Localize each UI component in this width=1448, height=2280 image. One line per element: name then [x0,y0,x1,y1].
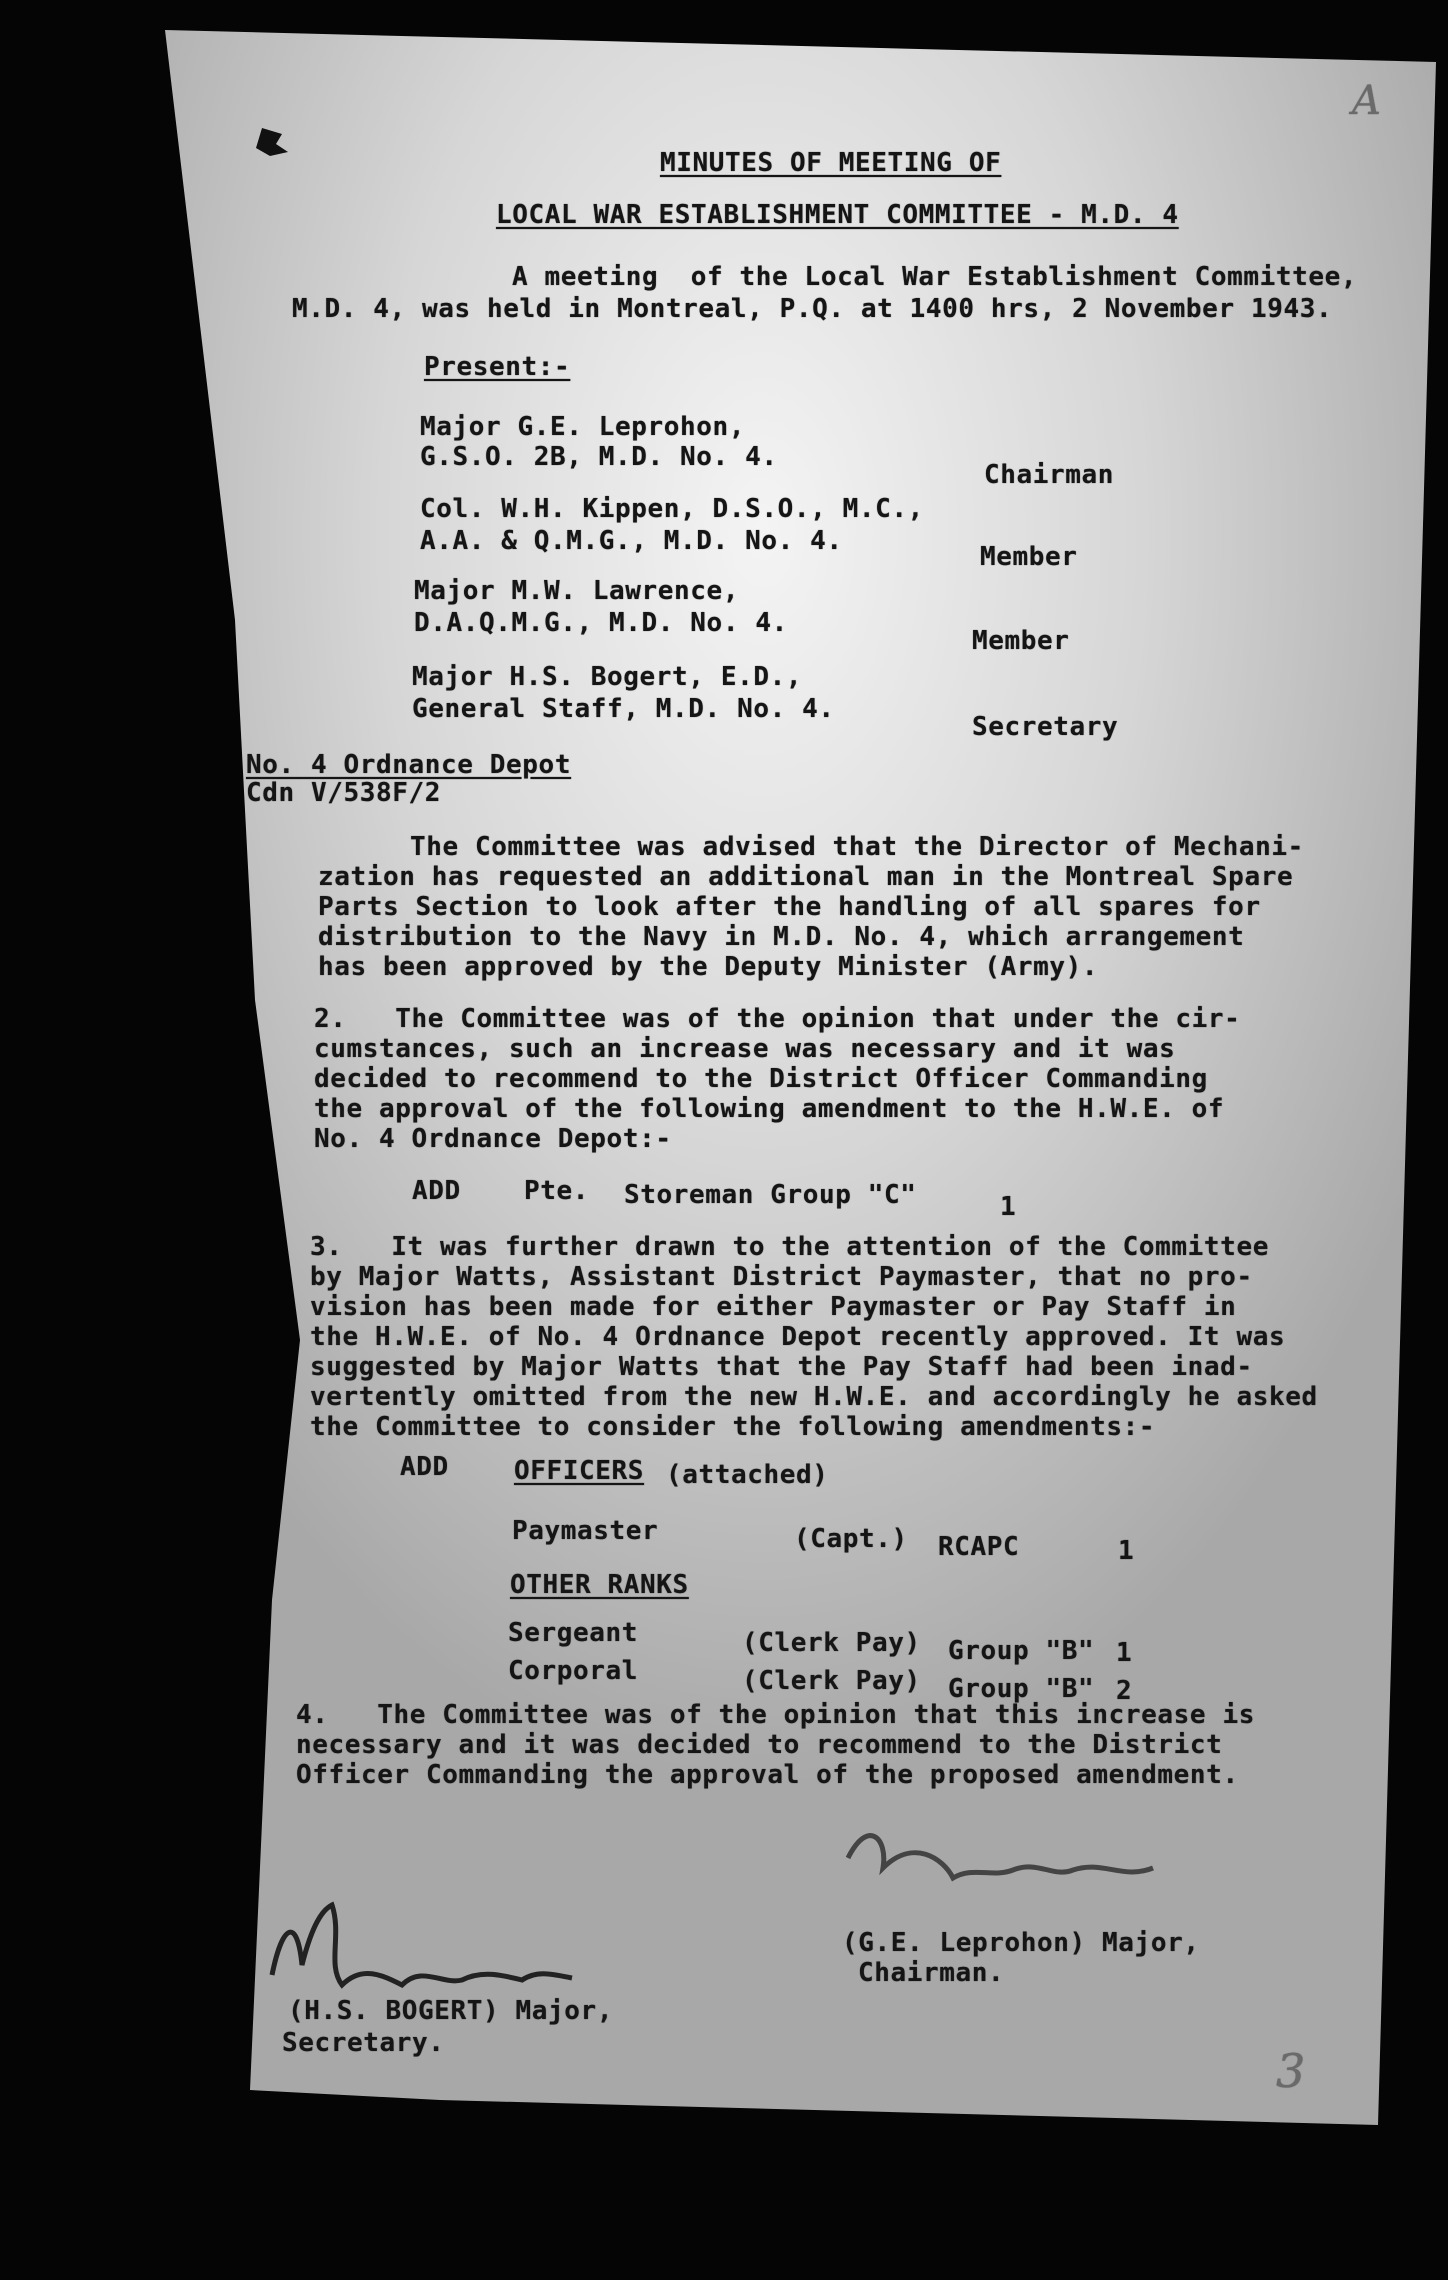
other-ranks-heading: OTHER RANKS [510,1570,689,1600]
present-heading: Present:- [424,352,571,382]
para4-line-3: Officer Commanding the approval of the proposed amendment. [296,1760,1239,1790]
para2-line-2: cumstances, such an increase was necessary and it was [314,1034,1176,1064]
attendee-4-role: Secretary [972,712,1119,742]
chair-title: Chairman. [858,1958,1005,1988]
secretary-name-line: (H.S. BOGERT) Major, [288,1996,614,2026]
para3-line-5: suggested by Major Watts that the Pay Staff had been inad- [310,1352,1253,1382]
attendee-1-role: Chairman [984,460,1115,490]
para2-line-4: the approval of the following amendment to the H.W.E. of [314,1094,1225,1124]
para4-line-1: 4. The Committee was of the opinion that this increase is [296,1700,1255,1730]
row-1-qty: 1 [1116,1638,1133,1668]
amend1-add: ADD [412,1176,461,1206]
para4-line-2: necessary and it was decided to recommend to the District [296,1730,1223,1760]
para3-line-6: vertently omitted from the new H.W.E. and accordingly he asked [310,1382,1318,1412]
subject-line-1: No. 4 Ordnance Depot [246,750,572,780]
row-1-title: Sergeant [508,1618,639,1648]
officers-note: (attached) [666,1460,829,1490]
paymaster-rank: (Capt.) [794,1524,908,1554]
title-line-1: MINUTES OF MEETING OF [660,148,1002,178]
officers-heading: OFFICERS [514,1456,645,1486]
attendee-2-line-2: A.A. & Q.M.G., M.D. No. 4. [420,526,843,556]
para3-line-1: 3. It was further drawn to the attention of the Committee [310,1232,1269,1262]
para2-line-5: No. 4 Ordnance Depot:- [314,1124,672,1154]
attendee-1-line-2: G.S.O. 2B, M.D. No. 4. [420,442,778,472]
para1-line-5: has been approved by the Deputy Minister (Army). [318,952,1099,982]
attendee-3-line-2: D.A.Q.M.G., M.D. No. 4. [414,608,788,638]
para2-line-1: 2. The Committee was of the opinion that under the cir- [314,1004,1241,1034]
secretary-title: Secretary. [282,2028,445,2058]
para3-line-4: the H.W.E. of No. 4 Ordnance Depot recently approved. It was [310,1322,1286,1352]
attendee-2-role: Member [980,542,1078,572]
amend2-add: ADD [400,1452,449,1482]
para2-line-3: decided to recommend to the District Officer Commanding [314,1064,1208,1094]
para3-line-3: vision has been made for either Paymaster or Pay Staff in [310,1292,1237,1322]
row-2-qty: 2 [1116,1676,1133,1706]
intro-line-2: M.D. 4, was held in Montreal, P.Q. at 1400 hrs, 2 November 1943. [292,294,1333,324]
chair-name-line: (G.E. Leprohon) Major, [842,1928,1200,1958]
para1-line-1: The Committee was advised that the Director of Mechani- [410,832,1304,862]
attendee-4-line-2: General Staff, M.D. No. 4. [412,694,835,724]
row-1-group: Group "B" [948,1636,1095,1666]
para1-line-2: zation has requested an additional man in the Montreal Spare [318,862,1294,892]
amend1-qty: 1 [1000,1192,1017,1222]
row-2-trade: (Clerk Pay) [742,1666,921,1696]
amend1-desc: Storeman Group "C" [624,1180,917,1210]
row-2-group: Group "B" [948,1674,1095,1704]
attendee-3-role: Member [972,626,1070,656]
title-line-2: LOCAL WAR ESTABLISHMENT COMMITTEE - M.D. 4 [496,200,1179,230]
subject-line-2: Cdn V/538F/2 [246,778,442,808]
paymaster-corps: RCAPC [938,1532,1020,1562]
para3-line-2: by Major Watts, Assistant District Paymaster, that no pro- [310,1262,1253,1292]
row-2-title: Corporal [508,1656,639,1686]
attendee-3-line-1: Major M.W. Lawrence, [414,576,740,606]
page-number: 3 [1276,2044,1306,2098]
para1-line-3: Parts Section to look after the handling of all spares for [318,892,1261,922]
row-1-trade: (Clerk Pay) [742,1628,921,1658]
paymaster-qty: 1 [1118,1536,1135,1566]
corner-mark: A [1352,78,1382,124]
amend1-rank: Pte. [524,1176,590,1206]
intro-line-1: A meeting of the Local War Establishment Committee, [512,262,1358,292]
paymaster-title: Paymaster [512,1516,659,1546]
attendee-2-line-1: Col. W.H. Kippen, D.S.O., M.C., [420,494,924,524]
attendee-4-line-1: Major H.S. Bogert, E.D., [412,662,803,692]
attendee-1-line-1: Major G.E. Leprohon, [420,412,746,442]
para1-line-4: distribution to the Navy in M.D. No. 4, which arrangement [318,922,1245,952]
para3-line-7: the Committee to consider the following amendments:- [310,1412,1156,1442]
